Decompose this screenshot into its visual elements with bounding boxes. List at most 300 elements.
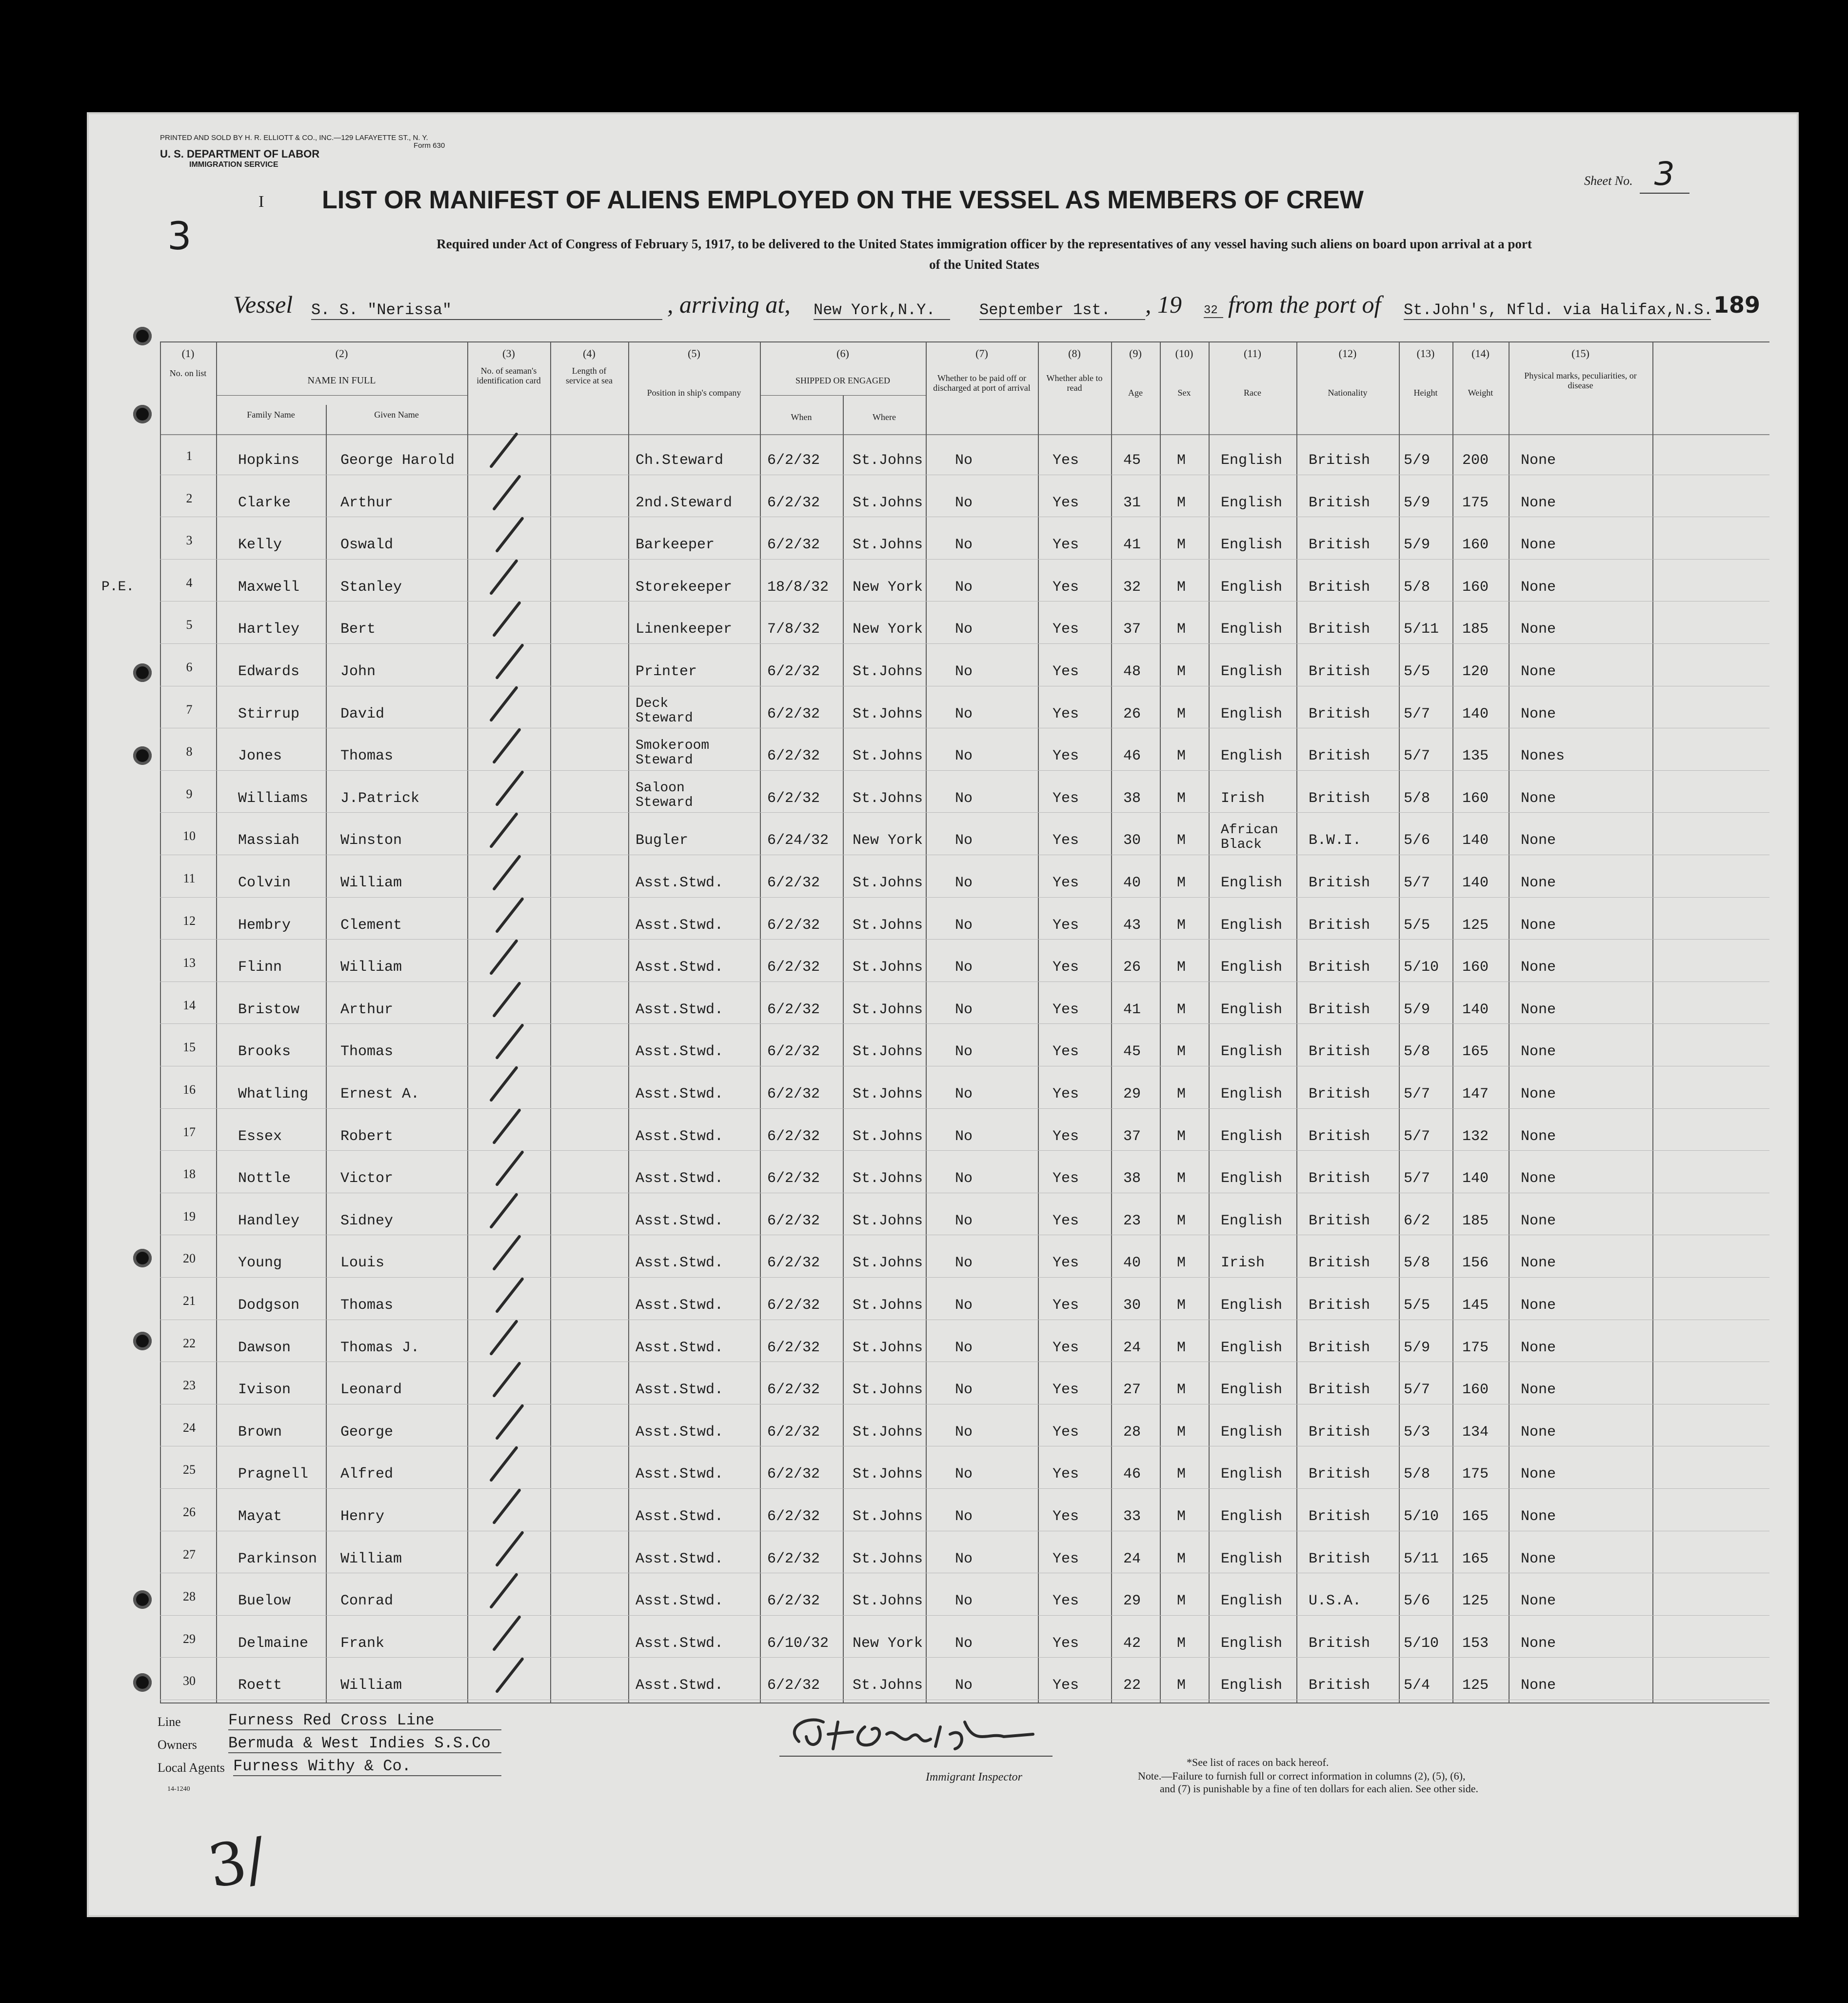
cell-where: St.Johns — [853, 1170, 923, 1187]
cell-given: John — [340, 663, 376, 680]
document-subtitle-line-1: Required under Act of Congress of February 5, 1917, to be delivered to the United States immigration officer by the representatives of any vessel having such aliens on board upon arrival at a port — [437, 237, 1532, 251]
cell-marks: None — [1521, 1212, 1556, 1229]
cell-paid: No — [955, 959, 973, 976]
cell-sex: M — [1177, 1508, 1186, 1525]
cell-paid: No — [955, 1550, 973, 1567]
cell-where: St.Johns — [853, 1086, 923, 1102]
cell-sex: M — [1177, 1043, 1186, 1061]
cell-where: St.Johns — [853, 494, 923, 511]
column-divider — [467, 341, 468, 1703]
cell-sex: M — [1177, 1255, 1186, 1272]
vessel-line — [87, 290, 1799, 329]
cell-height: 5/7 — [1404, 1086, 1431, 1102]
cell-where: St.Johns — [853, 537, 923, 554]
checkmark-icon — [492, 1362, 521, 1398]
cell-age: 30 — [1123, 832, 1141, 849]
cell-weight: 156 — [1462, 1255, 1489, 1272]
cell-weight: 134 — [1462, 1423, 1489, 1441]
cell-nationality: British — [1309, 917, 1371, 934]
cell-weight: 160 — [1462, 790, 1489, 807]
cell-marks: None — [1521, 452, 1556, 469]
cell-height: 5/10 — [1404, 959, 1439, 976]
cell-position: Asst.Stwd. — [636, 1382, 724, 1399]
cell-sex: M — [1177, 705, 1186, 722]
cell-age: 32 — [1123, 579, 1141, 596]
cell-when: 6/2/32 — [767, 1255, 820, 1272]
sheet-number-label: Sheet No. — [1584, 174, 1633, 188]
row-number: 13 — [183, 956, 196, 970]
cell-race: English — [1221, 1635, 1283, 1652]
cell-when: 6/2/32 — [767, 959, 820, 976]
cell-sex: M — [1177, 959, 1186, 976]
cell-race: English — [1221, 1550, 1283, 1567]
cell-height: 5/10 — [1404, 1635, 1439, 1652]
col-6-number: (6) — [836, 347, 849, 360]
cell-marks: None — [1521, 1339, 1556, 1356]
cell-read: Yes — [1053, 1466, 1079, 1483]
owners-label: Owners — [158, 1738, 197, 1752]
cell-race: English — [1221, 1508, 1283, 1525]
cell-paid: No — [955, 1466, 973, 1483]
cell-read: Yes — [1053, 1255, 1079, 1272]
row-number: 24 — [183, 1420, 196, 1435]
cell-race: English — [1221, 1339, 1283, 1356]
cell-height: 5/8 — [1404, 1043, 1431, 1061]
cell-sex: M — [1177, 1550, 1186, 1567]
cell-when: 6/2/32 — [767, 917, 820, 934]
row-number: 27 — [183, 1547, 196, 1562]
cell-family: Buelow — [238, 1593, 291, 1610]
department-line-1: U. S. DEPARTMENT OF LABOR — [160, 148, 320, 160]
cell-marks: Nones — [1521, 748, 1565, 765]
cell-age: 45 — [1123, 452, 1141, 469]
cell-sex: M — [1177, 537, 1186, 554]
cell-weight: 147 — [1462, 1086, 1489, 1102]
cell-paid: No — [955, 917, 973, 934]
cell-nationality: British — [1309, 748, 1371, 765]
cell-when: 6/2/32 — [767, 452, 820, 469]
cell-where: St.Johns — [853, 1593, 923, 1610]
row-number: 16 — [183, 1082, 196, 1097]
cell-race: English — [1221, 1593, 1283, 1610]
col-6-when-header: When — [791, 412, 812, 422]
cell-height: 5/7 — [1404, 1382, 1431, 1399]
cell-family: Brown — [238, 1423, 282, 1441]
col-3-number: (3) — [502, 347, 515, 360]
cell-marks: None — [1521, 1677, 1556, 1694]
column-divider — [216, 341, 217, 1703]
cell-weight: 140 — [1462, 875, 1489, 891]
col-5-number: (5) — [688, 347, 700, 360]
cell-given: Thomas J. — [340, 1339, 420, 1356]
cell-position: Asst.Stwd. — [636, 1593, 724, 1610]
col-8-number: (8) — [1068, 347, 1081, 360]
cell-age: 30 — [1123, 1297, 1141, 1314]
cell-nationality: British — [1309, 1086, 1371, 1102]
cell-family: Stirrup — [238, 705, 300, 722]
cell-paid: No — [955, 705, 973, 722]
stamp-number: 189 — [1713, 292, 1761, 318]
cell-marks: None — [1521, 875, 1556, 891]
cell-weight: 153 — [1462, 1635, 1489, 1652]
cell-family: Mayat — [238, 1508, 282, 1525]
cell-family: Massiah — [238, 832, 300, 849]
cell-where: New York — [853, 621, 923, 638]
cell-when: 6/2/32 — [767, 1423, 820, 1441]
col-1-header: No. on list — [169, 368, 207, 378]
cell-sex: M — [1177, 1001, 1186, 1018]
corner-mark: 3 — [167, 215, 192, 259]
cell-when: 6/2/32 — [767, 1001, 820, 1018]
cell-given: Leonard — [340, 1382, 402, 1399]
cell-position: Asst.Stwd. — [636, 917, 724, 934]
cell-family: Colvin — [238, 875, 291, 891]
cell-height: 5/9 — [1404, 452, 1431, 469]
cell-read: Yes — [1053, 705, 1079, 722]
cell-weight: 140 — [1462, 1170, 1489, 1187]
cell-paid: No — [955, 537, 973, 554]
cell-read: Yes — [1053, 875, 1079, 891]
cell-marks: None — [1521, 1170, 1556, 1187]
cell-sex: M — [1177, 748, 1186, 765]
cell-read: Yes — [1053, 1128, 1079, 1145]
cell-when: 6/2/32 — [767, 1086, 820, 1102]
cell-where: St.Johns — [853, 1550, 923, 1567]
cell-given: Oswald — [340, 537, 394, 554]
cell-nationality: British — [1309, 1550, 1371, 1567]
cell-paid: No — [955, 1339, 973, 1356]
cell-sex: M — [1177, 1212, 1186, 1229]
checkmark-icon — [495, 897, 524, 933]
cell-given: David — [340, 705, 385, 722]
cell-weight: 185 — [1462, 1212, 1489, 1229]
cell-given: J.Patrick — [340, 790, 420, 807]
cell-marks: None — [1521, 959, 1556, 976]
cell-given: William — [340, 875, 402, 891]
cell-paid: No — [955, 1382, 973, 1399]
row-number: 6 — [186, 660, 193, 674]
from-port: St.John's, Nfld. via Halifax,N.S. — [1404, 301, 1713, 319]
cell-weight: 165 — [1462, 1043, 1489, 1061]
cell-family: Nottle — [238, 1170, 291, 1187]
row-number: 9 — [186, 786, 193, 801]
page-mark: 3/ — [203, 1824, 271, 1902]
cell-sex: M — [1177, 663, 1186, 680]
col-10-header: Sex — [1177, 388, 1191, 398]
row-number: 1 — [186, 449, 193, 463]
cell-where: St.Johns — [853, 917, 923, 934]
cell-marks: None — [1521, 1086, 1556, 1102]
row-rule — [160, 939, 1769, 940]
from-label: from the port of — [1228, 291, 1381, 318]
checkmark-icon — [489, 1066, 518, 1102]
year-prefix: , 19 — [1145, 291, 1182, 318]
row-number: 26 — [183, 1505, 196, 1519]
cell-where: St.Johns — [853, 748, 923, 765]
cell-given: Thomas — [340, 1297, 394, 1314]
cell-paid: No — [955, 875, 973, 891]
cell-where: New York — [853, 832, 923, 849]
cell-age: 48 — [1123, 663, 1141, 680]
cell-marks: None — [1521, 1550, 1556, 1567]
cell-height: 5/11 — [1404, 621, 1439, 638]
cell-paid: No — [955, 452, 973, 469]
col-11-header: Race — [1244, 388, 1261, 398]
cell-when: 6/2/32 — [767, 1339, 820, 1356]
cell-where: St.Johns — [853, 1339, 923, 1356]
cell-position: Printer — [636, 663, 697, 680]
cell-nationality: British — [1309, 663, 1371, 680]
checkmark-icon — [492, 981, 521, 1018]
cell-paid: No — [955, 1170, 973, 1187]
cell-sex: M — [1177, 917, 1186, 934]
cell-sex: M — [1177, 494, 1186, 511]
cell-race: English — [1221, 537, 1283, 554]
cell-race: English — [1221, 621, 1283, 638]
cell-sex: M — [1177, 1339, 1186, 1356]
cell-nationality: British — [1309, 1423, 1371, 1441]
cell-read: Yes — [1053, 1550, 1079, 1567]
cell-read: Yes — [1053, 1593, 1079, 1610]
row-number: 7 — [186, 702, 193, 717]
cell-nationality: British — [1309, 621, 1371, 638]
row-rule — [160, 1150, 1769, 1151]
cell-height: 5/8 — [1404, 1466, 1431, 1483]
checkmark-icon — [495, 1657, 524, 1694]
col-2-given-header: Given Name — [374, 410, 419, 420]
year-suffix: 32 — [1204, 304, 1223, 318]
name-subheader-rule — [216, 395, 467, 396]
cell-height: 5/8 — [1404, 790, 1431, 807]
header-bottom-border — [160, 434, 1769, 435]
cell-nationality: British — [1309, 1212, 1371, 1229]
cell-race: English — [1221, 1466, 1283, 1483]
cell-age: 46 — [1123, 1466, 1141, 1483]
row-number: 18 — [183, 1167, 196, 1182]
cell-family: Brooks — [238, 1043, 291, 1061]
cell-family: Dodgson — [238, 1297, 300, 1314]
column-divider — [550, 341, 551, 1703]
cell-height: 5/8 — [1404, 579, 1431, 596]
cell-paid: No — [955, 748, 973, 765]
cell-read: Yes — [1053, 537, 1079, 554]
checkmark-icon — [495, 1530, 524, 1567]
cell-height: 5/9 — [1404, 494, 1431, 511]
row-number: 20 — [183, 1251, 196, 1266]
cell-race: English — [1221, 705, 1283, 722]
cell-height: 5/7 — [1404, 748, 1431, 765]
cell-race: English — [1221, 579, 1283, 596]
row-number: 4 — [186, 575, 193, 590]
cell-position: 2nd.Steward — [636, 494, 733, 511]
cell-position: Asst.Stwd. — [636, 875, 724, 891]
cell-nationality: British — [1309, 1170, 1371, 1187]
cell-when: 18/8/32 — [767, 579, 829, 596]
cell-marks: None — [1521, 579, 1556, 596]
cell-family: Maxwell — [238, 579, 300, 596]
arriving-label: , arriving at, — [667, 291, 791, 318]
cell-given: Arthur — [340, 494, 394, 511]
cell-marks: None — [1521, 917, 1556, 934]
cell-age: 28 — [1123, 1423, 1141, 1441]
cell-sex: M — [1177, 579, 1186, 596]
cell-where: St.Johns — [853, 452, 923, 469]
col-9-number: (9) — [1129, 347, 1142, 360]
cell-given: Louis — [340, 1255, 385, 1272]
cell-family: Pragnell — [238, 1466, 309, 1483]
col-7-number: (7) — [975, 347, 988, 360]
sheet-number — [1584, 155, 1689, 193]
cell-when: 6/2/32 — [767, 748, 820, 765]
cell-position: Asst.Stwd. — [636, 1255, 724, 1272]
cell-paid: No — [955, 621, 973, 638]
cell-nationality: British — [1309, 790, 1371, 807]
row-number: 30 — [183, 1674, 196, 1688]
checkmark-icon — [489, 812, 518, 849]
cell-read: Yes — [1053, 663, 1079, 680]
column-divider — [160, 341, 161, 1703]
cell-age: 33 — [1123, 1508, 1141, 1525]
checkmark-icon — [495, 1277, 524, 1314]
cell-sex: M — [1177, 1466, 1186, 1483]
cell-paid: No — [955, 663, 973, 680]
cell-race: English — [1221, 494, 1283, 511]
row-number: 10 — [183, 829, 196, 843]
tick-mark: I — [258, 193, 264, 211]
cell-read: Yes — [1053, 452, 1079, 469]
inspector-label: Immigrant Inspector — [926, 1771, 1022, 1783]
checkmark-icon — [495, 1023, 524, 1060]
cell-marks: None — [1521, 1635, 1556, 1652]
cell-when: 7/8/32 — [767, 621, 820, 638]
checkmark-icon — [492, 601, 521, 638]
cell-family: Young — [238, 1255, 282, 1272]
cell-given: Conrad — [340, 1593, 394, 1610]
cell-when: 6/24/32 — [767, 832, 829, 849]
cell-marks: None — [1521, 1001, 1556, 1018]
cell-when: 6/2/32 — [767, 663, 820, 680]
cell-where: St.Johns — [853, 1212, 923, 1229]
cell-family: Roett — [238, 1677, 282, 1694]
line-value: Furness Red Cross Line — [228, 1711, 501, 1730]
cell-read: Yes — [1053, 748, 1079, 765]
cell-nationality: British — [1309, 1128, 1371, 1145]
cell-weight: 185 — [1462, 621, 1489, 638]
column-divider — [1296, 341, 1297, 1703]
cell-paid: No — [955, 494, 973, 511]
column-divider — [1160, 341, 1161, 1703]
column-divider — [1111, 341, 1112, 1703]
cell-height: 5/3 — [1404, 1423, 1431, 1441]
cell-nationality: British — [1309, 1255, 1371, 1272]
cell-marks: None — [1521, 1255, 1556, 1272]
cell-race: English — [1221, 917, 1283, 934]
cell-age: 26 — [1123, 959, 1141, 976]
cell-read: Yes — [1053, 832, 1079, 849]
printer-line-1: PRINTED AND SOLD BY H. R. ELLIOTT & CO., INC.—129 LAFAYETTE ST., N. Y. — [160, 134, 428, 142]
col-14-number: (14) — [1471, 347, 1490, 360]
col-6-header: SHIPPED OR ENGAGED — [795, 376, 890, 385]
cell-position: Smokeroom Steward — [636, 738, 710, 768]
checkmark-icon — [492, 1488, 521, 1525]
arriving-port: New York,N.Y. — [814, 301, 950, 320]
col-6-where-header: Where — [873, 412, 896, 422]
row-rule — [160, 812, 1769, 813]
row-number: 14 — [183, 998, 196, 1012]
cell-sex: M — [1177, 832, 1186, 849]
document-title: LIST OR MANIFEST OF ALIENS EMPLOYED ON THE VESSEL AS MEMBERS OF CREW — [322, 186, 1364, 214]
row-number: 21 — [183, 1294, 196, 1308]
row-number: 2 — [186, 491, 193, 505]
manifest-sheet — [87, 112, 1799, 1917]
cell-marks: None — [1521, 663, 1556, 680]
row-number: 11 — [183, 871, 196, 885]
cell-race: English — [1221, 1043, 1283, 1061]
cell-family: Edwards — [238, 663, 300, 680]
cell-when: 6/2/32 — [767, 1297, 820, 1314]
cell-family: Clarke — [238, 494, 291, 511]
cell-where: St.Johns — [853, 1382, 923, 1399]
cell-position: Asst.Stwd. — [636, 959, 724, 976]
cell-height: 5/7 — [1404, 875, 1431, 891]
cell-when: 6/2/32 — [767, 1212, 820, 1229]
cell-height: 5/7 — [1404, 705, 1431, 722]
cell-given: Clement — [340, 917, 402, 934]
cell-sex: M — [1177, 1593, 1186, 1610]
cell-when: 6/2/32 — [767, 790, 820, 807]
cell-sex: M — [1177, 875, 1186, 891]
cell-given: Winston — [340, 832, 402, 849]
cell-when: 6/2/32 — [767, 494, 820, 511]
cell-age: 26 — [1123, 705, 1141, 722]
cell-given: George Harold — [340, 452, 455, 469]
cell-weight: 140 — [1462, 832, 1489, 849]
cell-paid: No — [955, 1128, 973, 1145]
cell-race: English — [1221, 1212, 1283, 1229]
cell-race: English — [1221, 959, 1283, 976]
cell-race: English — [1221, 1128, 1283, 1145]
row-rule — [160, 770, 1769, 771]
cell-race: Irish — [1221, 790, 1265, 807]
col-3-header: No. of seaman's identification card — [477, 366, 541, 385]
cell-family: Jones — [238, 748, 282, 765]
checkmark-icon — [492, 855, 521, 891]
col-15-header: Physical marks, peculiarities, or disease — [1524, 371, 1637, 390]
cell-paid: No — [955, 1635, 973, 1652]
cell-race: English — [1221, 1297, 1283, 1314]
checkmark-icon — [489, 1573, 518, 1609]
col-1-number: (1) — [181, 347, 195, 360]
cell-position: Storekeeper — [636, 579, 733, 596]
cell-family: Essex — [238, 1128, 282, 1145]
cell-marks: None — [1521, 1508, 1556, 1525]
cell-where: St.Johns — [853, 790, 923, 807]
checkmark-icon — [489, 939, 518, 976]
cell-when: 6/2/32 — [767, 875, 820, 891]
row-rule — [160, 1023, 1769, 1024]
cell-nationality: British — [1309, 537, 1371, 554]
cell-nationality: British — [1309, 705, 1371, 722]
cell-family: Whatling — [238, 1086, 309, 1102]
cell-sex: M — [1177, 1128, 1186, 1145]
column-divider — [1209, 341, 1210, 1703]
vessel-label: Vessel — [233, 291, 293, 318]
penalty-note-1: Note.—Failure to furnish full or correct information in columns (2), (5), (6), — [1138, 1770, 1466, 1782]
cell-paid: No — [955, 1086, 973, 1102]
cell-where: St.Johns — [853, 1297, 923, 1314]
cell-paid: No — [955, 1212, 973, 1229]
checkmark-icon — [495, 643, 524, 680]
